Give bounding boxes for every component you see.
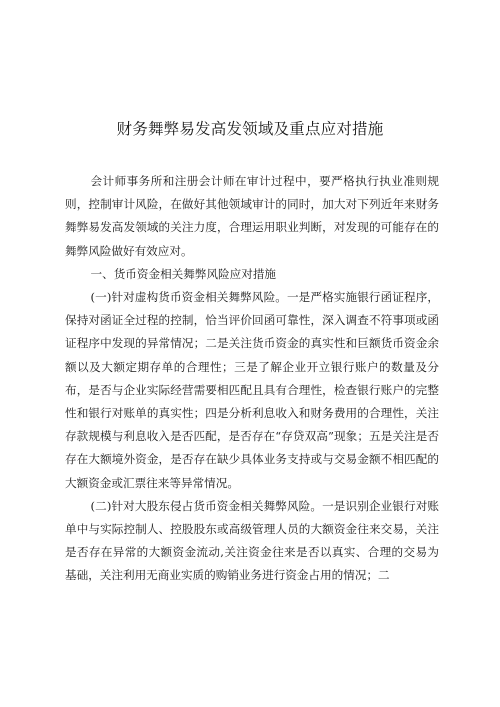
document-title: 财务舞弊易发高发领域及重点应对措施 [116,120,384,138]
intro-paragraph: 会计师事务所和注册会计师在审计过程中，要严格执行执业准则规则，控制审计风险，在做好其他领域审计的同时，加大对下列近年来财务舞弊易发高发领域的关注力度，合理运用职业判断，对发现的可能存在的舞弊风险做好有效应对。 [65,174,439,258]
section-heading: 一、货币资金相关舞弊风险应对措施 [90,266,277,281]
paragraph-item-2: (二)针对大股东侵占货币资金相关舞弊风险。一是识别企业银行对账单中与实际控制人、控股股东或高级管理人员的大额资金往来交易，关注是否存在异常的大额资金流动,关注资金往来是否以真实、合理的交易为基础，关注利用无商业实质的购销业务进行资金占用的情况；二 [65,498,439,583]
document-body [65,170,439,588]
paragraph-item-1: (一)针对虚构货币资金相关舞弊风险。一是严格实施银行函证程序，保持对函证全过程的控制，恰当评价回函可靠性，深入调查不符事项或函证程序中发现的异常情况；二是关注货币资金的真实性和巨额货币资金余额以及大额定期存单的合理性；三是了解企业开立银行账户的数量及分布，是否与企业实际经营需要相匹配且具有合理性，检查银行账户的完整性和银行对账单的真实性；四是分析利息收入和财务费用的合理性，关注存款规模与利息收入是否匹配，是否存在“存贷双高”现象；五是关注是否存在大额境外资金，是否存在缺少具体业务支持或与交易金额不相匹配的大额资金或汇票往来等异常情况。 [65,290,439,490]
